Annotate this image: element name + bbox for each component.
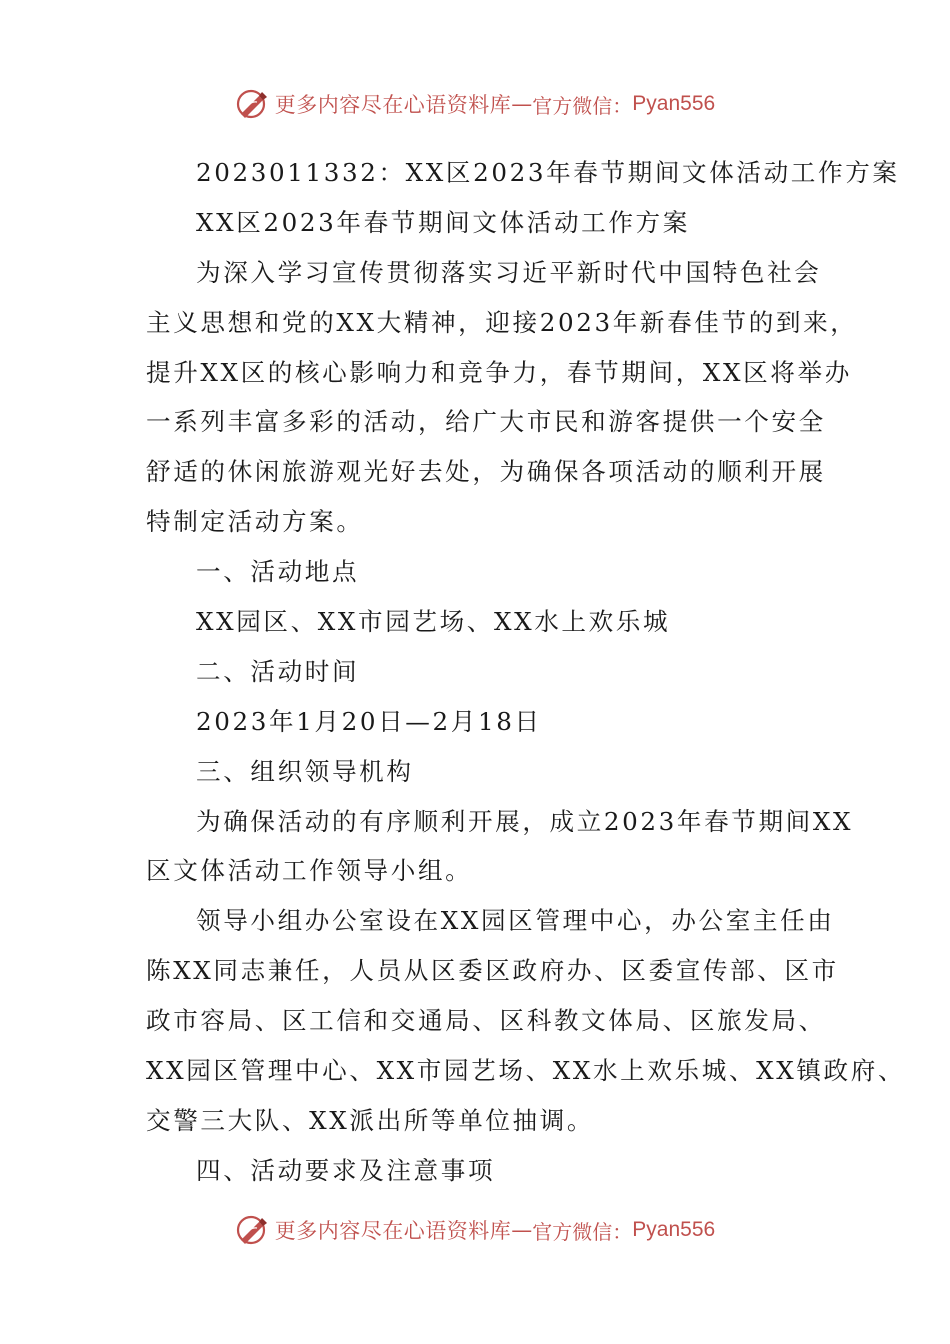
paragraph-line: 为深入学习宣传贯彻落实习近平新时代中国特色社会 bbox=[196, 257, 822, 287]
paragraph-line: 一系列丰富多彩的活动，给广大市民和游客提供一个安全 bbox=[146, 407, 826, 437]
watermark-contact-label: 官方微信： bbox=[532, 1219, 633, 1244]
paragraph-line: XX园区管理中心、XX市园艺场、XX水上欢乐城、XX镇政府、 bbox=[146, 1056, 906, 1086]
watermark-contact-label: 官方微信： bbox=[532, 93, 633, 118]
watermark-separator: — bbox=[511, 92, 533, 116]
watermark-contact-id: Pyan556 bbox=[632, 92, 716, 115]
document-body bbox=[146, 148, 906, 1196]
watermark-separator: — bbox=[511, 1218, 533, 1242]
watermark-banner-bottom bbox=[0, 1208, 950, 1252]
paragraph-line: XX园区、XX市园艺场、XX水上欢乐城 bbox=[196, 607, 671, 637]
paragraph-line: 交警三大队、XX派出所等单位抽调。 bbox=[146, 1105, 595, 1135]
paragraph-line: 为确保活动的有序顺利开展，成立2023年春节期间XX bbox=[196, 806, 854, 836]
paragraph-line: 2023年1月20日—2月18日 bbox=[196, 706, 542, 736]
paragraph-line: 主义思想和党的XX大精神，迎接2023年新春佳节的到来， bbox=[146, 307, 858, 337]
document-code-title: 2023011332：XX区2023年春节期间文体活动工作方案 bbox=[196, 158, 900, 187]
paragraph-line: 舒适的休闲旅游观光好去处，为确保各项活动的顺利开展 bbox=[146, 457, 826, 487]
paragraph-line: 领导小组办公室设在XX园区管理中心，办公室主任由 bbox=[196, 906, 835, 936]
section-heading: 二、活动时间 bbox=[196, 656, 360, 686]
paragraph-line: 区文体活动工作领导小组。 bbox=[146, 856, 473, 886]
section-heading: 四、活动要求及注意事项 bbox=[196, 1155, 496, 1185]
section-heading: 一、活动地点 bbox=[196, 557, 360, 587]
watermark-banner-top bbox=[0, 82, 950, 126]
paragraph-line: 提升XX区的核心影响力和竞争力，春节期间，XX区将举办 bbox=[146, 357, 852, 387]
paragraph-line: 特制定活动方案。 bbox=[146, 507, 364, 537]
watermark-text: 更多内容尽在心语资料库 bbox=[274, 1219, 512, 1243]
section-heading: 三、组织领导机构 bbox=[196, 756, 414, 786]
pen-logo-icon bbox=[235, 87, 269, 121]
document-title: XX区2023年春节期间文体活动工作方案 bbox=[196, 207, 690, 237]
paragraph-line: 陈XX同志兼任，人员从区委区政府办、区委宣传部、区市 bbox=[146, 956, 839, 986]
paragraph-line: 政市容局、区工信和交通局、区科教文体局、区旅发局、 bbox=[146, 1006, 826, 1036]
watermark-contact-id: Pyan556 bbox=[632, 1218, 716, 1241]
pen-logo-icon bbox=[235, 1213, 269, 1247]
watermark-text: 更多内容尽在心语资料库 bbox=[274, 93, 512, 117]
